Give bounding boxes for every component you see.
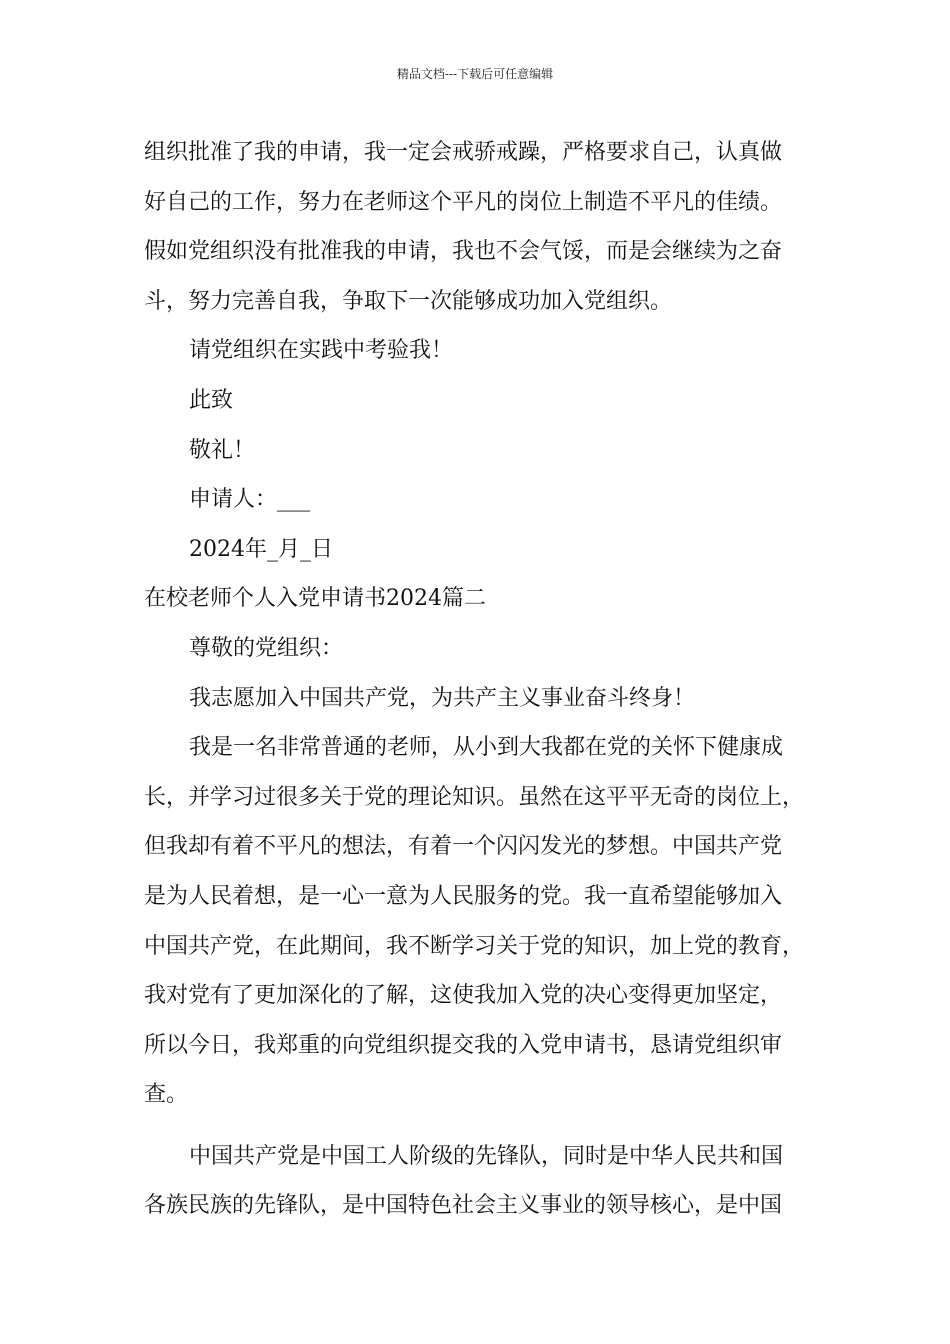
text-line: 但我却有着不平凡的想法，有着一个闪闪发光的梦想。中国共产党: [144, 834, 783, 860]
text-line: 我是一名非常普通的老师，从小到大我都在党的关怀下健康成: [189, 735, 784, 761]
text-line: 是为人民着想，是一心一意为人民服务的党。我一直希望能够加入: [144, 883, 783, 909]
date-line: 2024年_月_日: [189, 536, 333, 562]
text-line: 我志愿加入中国共产党，为共产主义事业奋斗终身！: [189, 685, 696, 711]
document-body: [144, 128, 816, 1231]
text-line: 请党组织在实践中考验我！: [189, 338, 454, 364]
text-line: 中国共产党是中国工人阶级的先锋队，同时是中华人民共和国: [189, 1143, 784, 1169]
section-title: 在校老师个人入党申请书2024篇二: [144, 586, 486, 612]
closing-line: 此致: [189, 387, 234, 413]
text-line: 各族民族的先锋队，是中国特色社会主义事业的领导核心，是中国: [144, 1193, 783, 1219]
text-line: 中国共产党，在此期间，我不断学习关于党的知识，加上党的教育，: [144, 933, 805, 959]
text-line: 假如党组织没有批准我的申请，我也不会气馁，而是会继续为之奋: [144, 239, 783, 265]
text-line: 我对党有了更加深化的了解，这使我加入党的决心变得更加坚定，: [144, 983, 783, 1009]
text-line: 组织批准了我的申请，我一定会戒骄戒躁，严格要求自己，认真做: [144, 140, 783, 165]
text-line: 所以今日，我郑重的向党组织提交我的入党申请书，恳请党组织审: [144, 1032, 783, 1058]
greeting-line: 尊敬的党组织：: [189, 635, 344, 661]
text-line: 斗，努力完善自我，争取下一次能够成功加入党组织。: [144, 288, 673, 314]
text-line: 长，并学习过很多关于党的理论知识。虽然在这平平无奇的岗位上，: [144, 784, 805, 810]
salutation-line: 敬礼！: [189, 437, 256, 463]
page-header: 精品文档---下载后可任意编辑: [396, 67, 554, 81]
applicant-line: 申请人：___: [189, 487, 311, 513]
text-line: 好自己的工作，努力在老师这个平凡的岗位上制造不平凡的佳绩。: [144, 189, 783, 215]
text-line: 查。: [144, 1082, 189, 1108]
